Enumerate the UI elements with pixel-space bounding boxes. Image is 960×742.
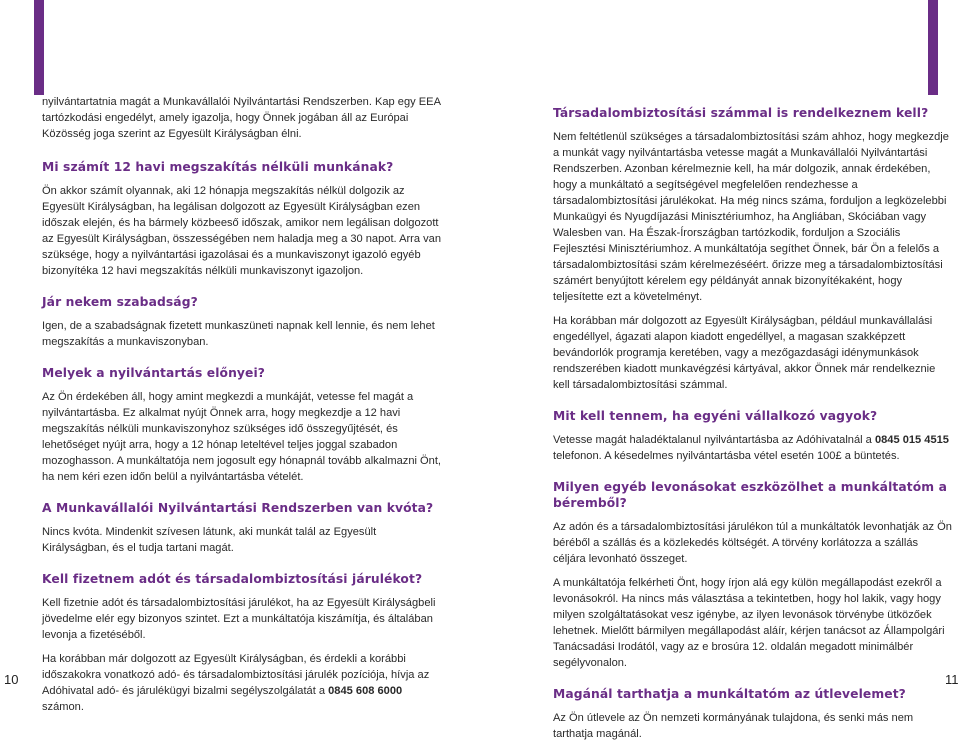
tax-text-b: számon. [42,701,84,713]
paragraph-deductions-1: Az adón és a társadalombiztosítási járulékon túl a munkáltatók levonhatják az Ön béréből a szállás és a közlekedés költségét. A törvény korlátozza a szállás céljára levonható összeget. [553,521,952,565]
right-accent-bar [928,0,938,95]
page-number-left: 10 [4,672,19,687]
paragraph-holiday: Igen, de a szabadságnak fizetett munkaszüneti napnak kell lennie, és nem lehet megszakítás a munkaviszonyban. [42,320,435,348]
paragraph-benefits: Az Ön érdekében áll, hogy amint megkezdi a munkáját, vetesse fel magát a nyilvántartásba. Ez alkalmat nyújt Önnek arra, hogy megkezdje a 12 havi megszakítás nélküli munkaviszonyhoz szükséges idő összegyűjtését, és lehetőséget nyújt arra, hogy a 12 hónap leteltével teljes joggal szabadon mozoghasson. A munkáltatója nem jogosult egy hónapnál tovább alkalmazni Önt, ha nem kéri ezen időn belül a nyilvántartásba vételét. [42,391,442,483]
self-text-a: Vetesse magát haladéktalanul nyilvántartásba az Adóhivatalnál a [553,434,875,446]
intro-paragraph: nyilvántartatnia magát a Munkavállalói Nyilvántartási Rendszerben. Kap egy EEA tartózkodási engedélyt, amely igazolja, hogy Önnek jogában áll az Európai Közösség joga szerint az Egyesült Királyságban élni. [42,96,441,140]
paragraph-passport: Az Ön útlevele az Ön nemzeti kormányának tulajdona, és senki más nem tarthatja magánál. [553,712,914,740]
left-column [42,94,442,715]
paragraph-quota: Nincs kvóta. Mindenkit szívesen látunk, aki munkát talál az Egyesült Királyságban, és el tudja tartani magát. [42,526,377,554]
heading-tax: Kell fizetnem adót és társadalombiztosítási járulékot? [42,572,423,586]
paragraph-tax-2 [42,651,442,715]
heading-holiday: Jár nekem szabadság? [42,295,198,309]
paragraph-tax-1: Kell fizetnie adót és társadalombiztosítási járulékot, ha az Egyesült Királyságbeli jövedelme elér egy bizonyos szintet. Ezt a munkáltatója kiszámítja, és általában levonja a fizetéséből. [42,597,436,641]
heading-deductions: Milyen egyéb levonásokat eszközölhet a munkáltatóm a béremből? [553,480,947,510]
paragraph-12-months: Ön akkor számít olyannak, aki 12 hónapja megszakítás nélkül dolgozik az Egyesült Királyságban, ha legálisan dolgozott az Egyesült Királyságban ezen időszak elején, és ha bármely közbeeső időszak, amikor nem legálisan dolgozott az Egyesült Királyságban, összességében nem haladja meg a 30 napot. Arra van szüksége, hogy a nyilvántartási igazolásai és a munkaviszonyt igazoló egyéb bizonyítéka 12 havi megszakítás nélküli munkaviszonyt igazoljon. [42,185,442,277]
heading-quota: A Munkavállalói Nyilvántartási Rendszerben van kvóta? [42,501,434,515]
tax-text-a: Ha korábban már dolgozott az Egyesült Királyságban, és érdekli a korábbi időszakokra vonatkozó adó- és társadalombiztosítási járulék pozíciója, hívja az Adóhivatal adó- és járulékügyi bizalmi segélyszolgálatát a [42,653,430,697]
left-accent-bar [34,0,44,95]
heading-self-employed: Mit kell tennem, ha egyéni vállalkozó vagyok? [553,409,878,423]
right-column [553,105,953,742]
heading-ni-number: Társadalombiztosítási számmal is rendelkeznem kell? [553,106,929,120]
paragraph-ni-1: Nem feltétlenül szükséges a társadalombiztosítási szám ahhoz, hogy megkezdje a munkát vagy nyilvántartásba vetesse magát a Munkavállalói Nyilvántartási Rendszerben. Azonban kérelmeznie kell, ha már dolgozik, annak érdekében, hogy a munkáltató a segítségével megfelelően rendezhesse a társadalombiztosítási járulékokat. Ha még nincs száma, forduljon a legközelebbi Munkaügyi és Nyugdíjazási Minisztériumhoz, ha Angliában, Skóciában vagy Walesben van. Ha Észak-Írországban tartózkodik, forduljon a Szociális Fejlesztési Minisztériumhoz. A munkáltatója segíthet Önnek, bár Ön a felelős a társadalombiztosítási szám kérelmezéséért. őrizze meg a társadalombiztosítási számért benyújtott kérelem egy példányát annak bizonyítékaként, hogy teljesítette ezt a követelményt. [553,131,949,303]
heading-benefits: Melyek a nyilvántartás előnyei? [42,366,266,380]
heading-12-months: Mi számít 12 havi megszakítás nélküli munkának? [42,160,394,174]
self-helpline-number: 0845 015 4515 [874,434,949,446]
paragraph-ni-2: Ha korábban már dolgozott az Egyesült Királyságban, például munkavállalási engedéllyel, ágazati alapon kiadott engedéllyel, a magasan szakképzett bevándorlók programja keretében, vagy a mezőgazdasági idénymunkások rendszerében kiadott munkavégzési kártyával, akkor Önnek már rendelkeznie kell társadalombiztosítási számmal. [553,315,936,391]
self-text-b: telefonon. A késedelmes nyilvántartásba vétel esetén 100£ a büntetés. [553,450,900,462]
heading-passport: Magánál tarthatja a munkáltatóm az útlevelemet? [553,687,906,701]
tax-helpline-number: 0845 608 6000 [328,685,403,697]
page-number-right: 11 [945,672,959,687]
paragraph-self-employed [553,432,953,464]
paragraph-deductions-2: A munkáltatója felkérheti Önt, hogy írjon alá egy külön megállapodást ezekről a levonásokról. Ha nincs más választása a tekintetben, hogy hol lakik, vagy hogy milyen szolgáltatásokat vesz igénybe, az ilyen levonások törvénybe ütközőek lehetnek. Mielőtt bármilyen megállapodást aláír, kérjen tanácsot az Állampolgári Tanácsadási Irodától, vagy az e brosúra 12. oldalán megadott minimálbér segélyvonalon. [553,577,945,669]
